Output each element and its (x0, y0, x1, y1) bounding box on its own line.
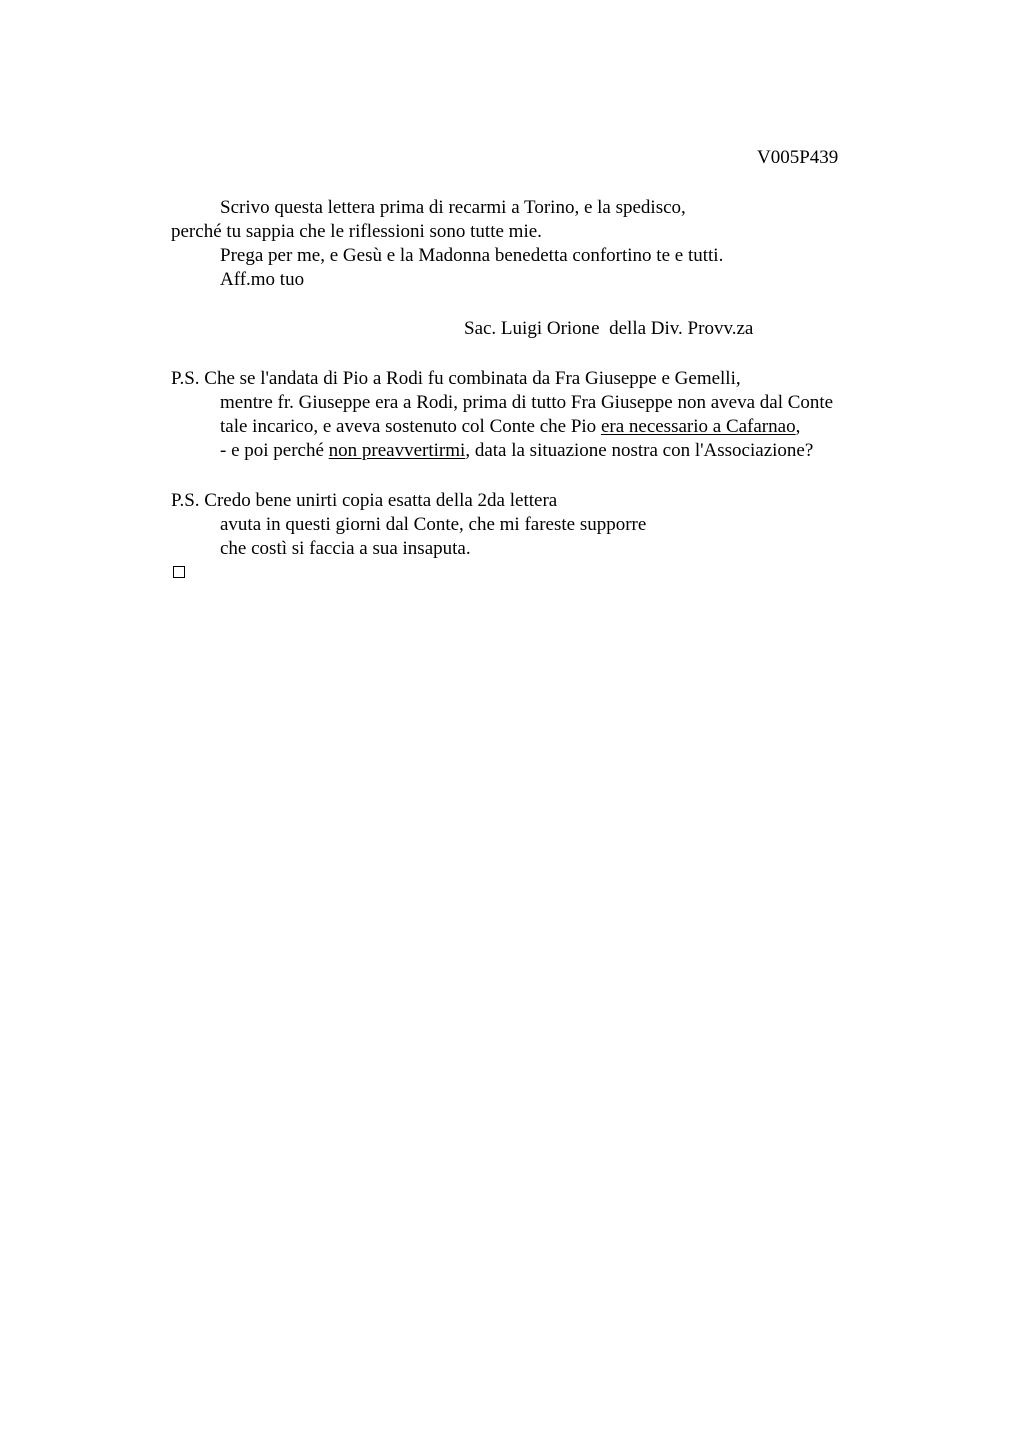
postscript1-line3 (220, 415, 800, 439)
postscript1-line4-rest: , data la situazione nostra con l'Associazione? (465, 440, 814, 461)
postscript1-line4 (220, 439, 813, 463)
postscript1-line2: mentre fr. Giuseppe era a Rodi, prima di tutto Fra Giuseppe non aveva dal Conte (220, 392, 834, 413)
signature: Sac. Luigi Orione della Div. Provv.za (464, 318, 754, 339)
postscript2-line2: avuta in questi giorni dal Conte, che mi fareste supporre (220, 514, 647, 535)
postscript1-line3-comma: , (795, 416, 801, 437)
postscript1-line4-text: - e poi perché (220, 440, 329, 461)
paragraph2: Prega per me, e Gesù e la Madonna benedetta confortino te e tutti. (220, 245, 724, 266)
postscript2-line1: P.S. Credo bene unirti copia esatta della 2da lettera (171, 490, 558, 511)
square-outline-icon (173, 566, 185, 578)
document-reference: V005P439 (757, 147, 839, 168)
underlined-phrase-cafarnao: era necessario a Cafarnao (600, 416, 796, 437)
postscript1-line1: P.S. Che se l'andata di Pio a Rodi fu combinata da Fra Giuseppe e Gemelli, (171, 368, 741, 389)
underlined-phrase-preavvertirmi: non preavvertirmi (328, 440, 466, 461)
closing: Aff.mo tuo (220, 269, 305, 290)
paragraph1-line1: Scrivo questa lettera prima di recarmi a Torino, e la spedisco, (220, 197, 686, 218)
postscript2-line3: che costì si faccia a sua insaputa. (220, 538, 471, 559)
paragraph1-line2: perché tu sappia che le riflessioni sono tutte mie. (171, 221, 542, 242)
postscript1-line3-text: tale incarico, e aveva sostenuto col Conte che Pio (220, 416, 601, 437)
